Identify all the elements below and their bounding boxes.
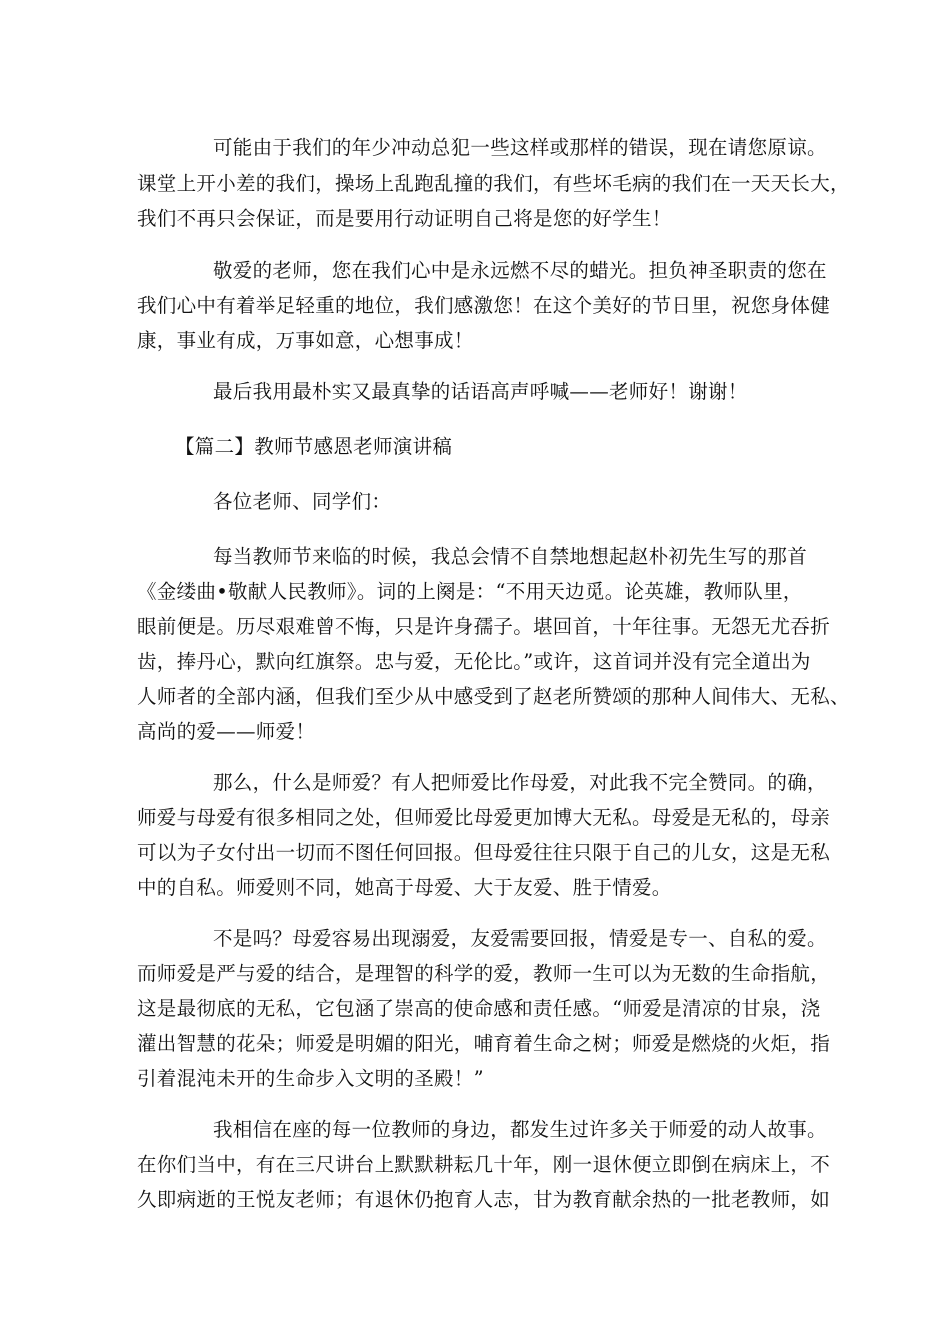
text-line: 中的自私。师爱则不同，她高于母爱、大于友爱、胜于情爱。 <box>137 876 672 899</box>
text-line: 康，事业有成，万事如意，心想事成！ <box>137 329 474 352</box>
text-line: 而师爱是严与爱的结合，是理智的科学的爱，教师一生可以为无数的生命指航， <box>137 962 831 985</box>
text-line: 我们不再只会保证，而是要用行动证明自己将是您的好学生！ <box>137 207 672 230</box>
text-line: 每当教师节来临的时候，我总会情不自禁地想起赵朴初先生写的那首 <box>213 545 808 568</box>
text-line: 我相信在座的每一位教师的身边，都发生过许多关于师爱的动人故事。 <box>213 1118 827 1141</box>
section-title: 【篇二】教师节感恩老师演讲稿 <box>175 435 453 458</box>
text-line: 在你们当中，有在三尺讲台上默默耕耘几十年，刚一退休便立即倒在病床上，不 <box>137 1153 831 1176</box>
text-line: 眼前便是。历尽艰难曾不悔，只是许身孺子。堪回首，十年往事。无怨无尤吞折 <box>137 615 831 638</box>
text-line: 不是吗？母爱容易出现溺爱，友爱需要回报，情爱是专一、自私的爱。 <box>213 927 827 950</box>
text-line: 敬爱的老师，您在我们心中是永远燃不尽的蜡光。担负神圣职责的您在 <box>213 259 827 282</box>
text-line: 那么，什么是师爱？有人把师爱比作母爱，对此我不完全赞同。的确， <box>213 771 827 794</box>
text-line: 久即病逝的王悦友老师；有退休仍抱育人志，甘为教育献余热的一批老教师，如 <box>137 1188 831 1211</box>
text-line: 灌出智慧的花朵；师爱是明媚的阳光，哺育着生命之树；师爱是燃烧的火炬，指 <box>137 1032 831 1055</box>
text-line: 课堂上开小差的我们，操场上乱跑乱撞的我们，有些坏毛病的我们在一天天长大， <box>137 172 850 195</box>
text-line: 《金缕曲•敬献人民教师》。词的上阕是：“不用天边觅。论英雄，教师队里， <box>137 580 803 603</box>
text-line: 齿，捧丹心，默向红旗祭。忠与爱，无伦比。”或许，这首词并没有完全道出为 <box>137 650 811 673</box>
text-line: 引着混沌未开的生命步入文明的圣殿！” <box>137 1067 484 1090</box>
text-line: 这是最彻底的无私，它包涵了崇高的使命感和责任感。“师爱是清凉的甘泉，浇 <box>137 997 821 1020</box>
text-line: 可以为子女付出一切而不图任何回报。但母爱往往只限于自己的儿女，这是无私 <box>137 841 831 864</box>
text-line: 师爱与母爱有很多相同之处，但师爱比母爱更加博大无私。母爱是无私的，母亲 <box>137 806 831 829</box>
text-line: 最后我用最朴实又最真挚的话语高声呼喊——老师好！谢谢！ <box>213 380 748 403</box>
text-line: 我们心中有着举足轻重的地位，我们感激您！在这个美好的节日里，祝您身体健 <box>137 294 831 317</box>
text-line: 各位老师、同学们： <box>213 490 392 513</box>
text-line: 高尚的爱——师爱！ <box>137 720 316 743</box>
text-line: 可能由于我们的年少冲动总犯一些这样或那样的错误，现在请您原谅。 <box>213 136 827 159</box>
text-line: 人师者的全部内涵，但我们至少从中感受到了赵老所赞颂的那种人间伟大、无私、 <box>137 685 850 708</box>
